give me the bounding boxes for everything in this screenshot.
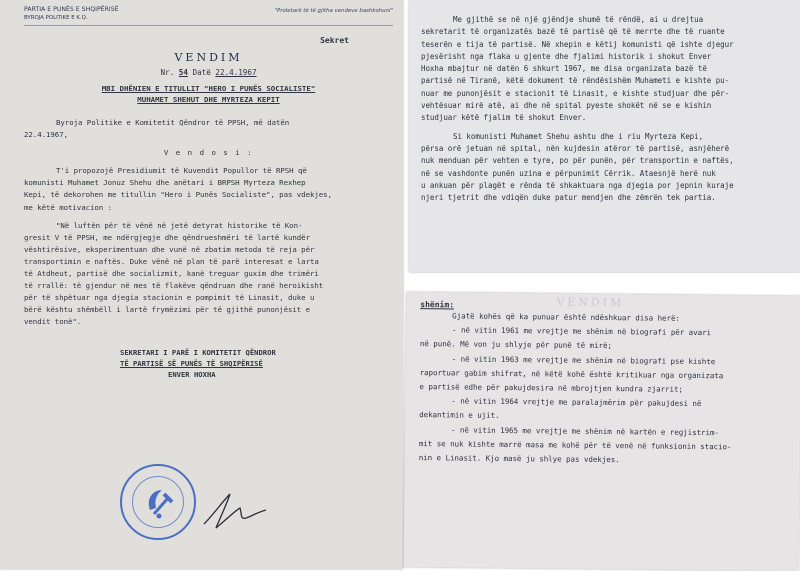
letterhead-party bbox=[24, 6, 119, 22]
continuation-page bbox=[409, 0, 800, 272]
note-heading: shënim: bbox=[420, 300, 455, 310]
number-date-line bbox=[24, 68, 393, 77]
motivation-line: vështirësive, eksperimentuan dhe vunë në zbatim metoda të reja për bbox=[24, 244, 315, 254]
text-line: pjesërisht nga flaka u gjente dhe fjalimi historik i shokut Enver bbox=[421, 51, 712, 61]
note-line: e partisë edhe për pakujdesira në mbrojtjen kundra zjarrit; bbox=[419, 382, 683, 394]
note-line: - në vitin 1965 me vrejtje me shënim në kartën e regjistrim- bbox=[450, 425, 719, 437]
text-line: partisë në Tiranë, këtë dokument të rëndësishëm Muhameti e kishte pu- bbox=[421, 76, 730, 86]
text-line: studjuar këtë fjalim të shokut Enver. bbox=[421, 113, 587, 123]
secret-label: Sekret bbox=[320, 36, 349, 45]
text-line: Si komunisti Muhamet Shehu ashtu dhe i riu Myrteza Kepi, bbox=[453, 131, 704, 141]
signer-name: ENVER HOXHA bbox=[168, 369, 216, 379]
text-line: nuk menduan për vehten e tyre, po për punën, për transportin e naftës, bbox=[421, 156, 734, 166]
motto: "Proletarë të të gjitha vendeve bashkohuni" bbox=[274, 8, 393, 14]
date-label: Datë bbox=[192, 68, 211, 77]
signature-title-line: TË PARTISË SË PUNËS TË SHQIPËRISË bbox=[120, 358, 263, 368]
note-page bbox=[404, 292, 800, 571]
number-label: Nr. bbox=[160, 68, 175, 77]
motivation-line: vendit tonë". bbox=[24, 317, 82, 327]
hammer-sickle-icon bbox=[144, 486, 174, 520]
signature-title-line: SEKRETARI I PARË I KOMITETIT QËNDROR bbox=[120, 347, 276, 357]
note-line: - në vitin 1963 me vrejtje me shënim në biografi pse kishte bbox=[451, 354, 716, 366]
text-line: u ankuan për plagët e rënda të shkaktuara nga djegia por jepnin kuraje bbox=[421, 180, 734, 190]
text-line: Me gjithë se në një gjëndje shumë të rëndë, ai u drejtua bbox=[453, 15, 704, 24]
note-line: dekantimin e ujit. bbox=[419, 410, 500, 421]
body-line: komunisti Muhamet Jonuz Shehu dhe anëtari i BRPSH Myrteza Rexhep bbox=[24, 178, 306, 188]
body-line: T'i propozojë Presidiumit të Kuvendit Popullor të RPSH që bbox=[56, 166, 307, 176]
intro-line: 22.4.1967, bbox=[24, 130, 68, 140]
note-line: raportuar gabim shifrat, në këtë kohë është kritikuar nga organizata bbox=[419, 367, 724, 381]
note-line: - në vitin 1961 me vrejtje me shënim në biografi për avari bbox=[452, 325, 712, 338]
bureau-name: BYROJA POLITIKE E K.Q. bbox=[24, 15, 88, 21]
note-line: - në vitin 1964 vrejtje me paralajmërim për pakujdesi në bbox=[451, 396, 702, 409]
subject-line-1: MBI DHËNIEN E TITULLIT "HERO I PUNËS SOCIALISTE" bbox=[101, 84, 316, 93]
motivation-line: për të shpëtuar nga djegia stacionin e pompimit të Linasit, duke u bbox=[24, 293, 315, 303]
motivation-line: "Në luftën për të vënë në jetë detyrat historike të Kon- bbox=[56, 220, 303, 230]
intro-line: Byroja Politike e Komitetit Qëndror të PPSH, më datën bbox=[56, 118, 290, 127]
party-seal-stamp bbox=[120, 464, 196, 540]
text-line: përsa orë jetuan në spital, nën kujdesin atëror të partisë, asnjëherë bbox=[421, 143, 730, 153]
motivation-line: të rrallë: të gjendur në mes të flakëve qëndruan dhe ranë heroikisht bbox=[24, 281, 324, 291]
text-line: nuar me punonjësit e stacionit të Linasit, e kishte studjuar dhe për- bbox=[421, 88, 730, 98]
decided-heading: V e n d o s i : bbox=[163, 148, 254, 158]
body-line: me këtë motivacion : bbox=[24, 202, 112, 212]
note-line: në punë. Më von ju shlyje për punë të mirë; bbox=[419, 339, 612, 351]
document-title: VENDIM bbox=[174, 51, 243, 64]
subject-line-2: MUHAMET SHEHUT DHE MYRTEZA KEPIT bbox=[137, 95, 280, 104]
signature-block bbox=[120, 347, 393, 380]
text-line: Hoxha mbajtur në datën 6 shkurt 1967, me disa organizata bazë të bbox=[421, 64, 707, 74]
motivation-line: bërë kështu shëmbëll i lartë frymëzimi për të gjithë punonjësit e bbox=[24, 305, 310, 315]
motivation-line: gresit V të PPSH, me ndërgjegje dhe qëndrueshmëri të lartë kundër bbox=[24, 232, 310, 242]
body-line: Kepi, të dekorohen me titullin "Hero i Punës Socialiste", pas vdekjes, bbox=[24, 190, 332, 200]
motivation-line: transportimin e naftës. Duke vënë në plan të parë interesat e larta bbox=[24, 256, 319, 266]
date-value: 22.4.1967 bbox=[215, 68, 257, 77]
text-line: vehtësuar mirë atë, ai dhe në spital pyeste shokët në se e kishin bbox=[421, 101, 712, 111]
text-line: teserën e tija të partisë. Në xhepin e këtij komunisti që ishte djegur bbox=[421, 39, 734, 49]
show-through-text: VENDIM bbox=[556, 295, 625, 310]
party-name: PARTIA E PUNËS E SHQIPËRISË bbox=[24, 6, 119, 13]
motivation-line: të Atdheut, partisë dhe socializmit, kanë treguar guxim dhe trimëri bbox=[24, 269, 319, 279]
handwritten-signature bbox=[200, 488, 270, 532]
note-line: Gjatë kohës që ka punuar është ndëshkuar disa herë: bbox=[452, 311, 680, 323]
text-line: sekretarit të organizatës bazë të partisë që të merrte dhe të ruante bbox=[421, 27, 725, 37]
note-line: nin e Linasit. Kjo masë ju shlye pas vdekjes. bbox=[418, 453, 620, 465]
text-line: njeri tjetrit dhe vdiqën duke patur mendjen dhe zëmrën tek partia. bbox=[421, 193, 716, 203]
letterhead bbox=[24, 6, 393, 22]
number-value: 54 bbox=[178, 68, 188, 77]
letterhead-rule bbox=[24, 25, 393, 26]
text-line: në se vashdonte punën uzina e përpunimit Cërrik. Ataesnjë herë nuk bbox=[421, 168, 716, 178]
note-line: mit se nuk kishte marrë masa me kohë për të venë në funksionin stacio- bbox=[418, 438, 732, 452]
